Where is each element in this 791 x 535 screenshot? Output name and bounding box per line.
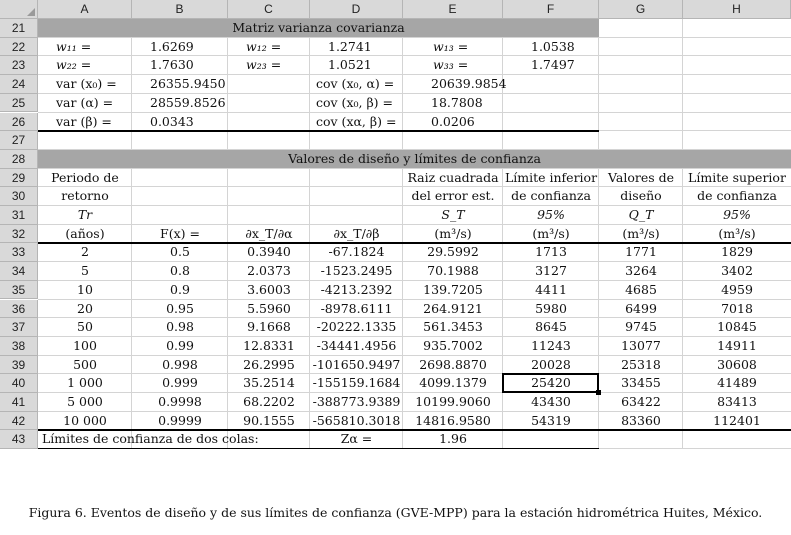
data-cell-c42[interactable]: 90.1555: [243, 412, 295, 428]
data-cell-d35[interactable]: -4213.2392: [320, 281, 393, 297]
data-cell-b40[interactable]: 0.999: [162, 375, 198, 391]
data-cell-g37[interactable]: 9745: [625, 319, 657, 335]
data-cell-e34[interactable]: 70.1988: [427, 263, 479, 279]
header-r30-f[interactable]: de confianza: [511, 188, 591, 204]
w12-value[interactable]: 1.2741: [328, 38, 372, 54]
data-cell-f40[interactable]: 25420: [531, 375, 571, 391]
header-r29-g[interactable]: Valores de: [607, 169, 674, 185]
data-cell-e37[interactable]: 561.3453: [423, 319, 483, 335]
header-r29-e[interactable]: Raiz cuadrada: [407, 169, 499, 185]
data-cell-a41[interactable]: 5 000: [67, 394, 103, 409]
row-header-42[interactable]: 42: [0, 412, 38, 431]
data-cell-d33[interactable]: -67.1824: [328, 244, 385, 260]
var-x0-label[interactable]: var (x₀) =: [56, 76, 117, 92]
header-r29-f[interactable]: Límite inferior: [504, 169, 598, 185]
data-cell-g34[interactable]: 3264: [625, 263, 657, 279]
column-header-c[interactable]: C: [228, 0, 310, 19]
row-header-34[interactable]: 34: [0, 262, 38, 281]
row-header-36[interactable]: 36: [0, 300, 38, 319]
data-cell-c35[interactable]: 3.6003: [247, 281, 291, 297]
column-header-g[interactable]: G: [599, 0, 683, 19]
matrix-title: Matriz varianza covarianza: [232, 20, 405, 35]
data-cell-d42[interactable]: -565810.3018: [312, 412, 401, 428]
w11-label[interactable]: w₁₁ =: [56, 38, 92, 54]
data-cell-h35[interactable]: 4959: [721, 281, 753, 297]
var-alpha-value[interactable]: 28559.8526: [150, 94, 226, 110]
row-header-27[interactable]: 27: [0, 131, 38, 150]
data-cell-g35[interactable]: 4685: [625, 281, 657, 297]
data-cell-c41[interactable]: 68.2202: [243, 394, 295, 409]
data-cell-d40[interactable]: -155159.1684: [312, 375, 401, 391]
data-cell-e42[interactable]: 14816.9580: [415, 412, 491, 428]
var-x0-value[interactable]: 26355.9450: [150, 76, 226, 92]
design-values-title: Valores de diseño y límites de confianza: [288, 150, 541, 166]
row-header-23[interactable]: 23: [0, 56, 38, 75]
data-cell-h37[interactable]: 10845: [717, 319, 757, 335]
data-cell-a37[interactable]: 50: [77, 319, 93, 335]
data-cell-d37[interactable]: -20222.1335: [316, 319, 397, 335]
w23-label[interactable]: w₂₃ =: [246, 57, 282, 73]
row-header-40[interactable]: 40: [0, 374, 38, 393]
data-cell-b42[interactable]: 0.9999: [158, 412, 202, 428]
data-cell-h34[interactable]: 3402: [721, 263, 753, 279]
footer-bottom-border: [38, 448, 599, 449]
header-r29-a[interactable]: Periodo de: [51, 169, 119, 185]
row-header-39[interactable]: 39: [0, 356, 38, 375]
data-cell-h38[interactable]: 14911: [717, 337, 757, 353]
cov-x0-beta-label[interactable]: cov (x₀, β) =: [316, 94, 393, 110]
data-cell-g40[interactable]: 33455: [621, 375, 661, 391]
column-header-e[interactable]: E: [403, 0, 503, 19]
w11-value[interactable]: 1.6269: [150, 38, 194, 54]
data-cell-g36[interactable]: 6499: [625, 300, 657, 316]
row-header-37[interactable]: 37: [0, 318, 38, 337]
data-cell-h39[interactable]: 30608: [717, 356, 757, 372]
w12-label[interactable]: w₁₂ =: [246, 38, 282, 54]
w13-value[interactable]: 1.0538: [531, 38, 575, 54]
select-all-corner[interactable]: [0, 0, 38, 19]
header-r30-g[interactable]: diseño: [620, 188, 662, 204]
row-header-21[interactable]: 21: [0, 19, 38, 38]
data-cell-a35[interactable]: 10: [77, 281, 93, 297]
header-r32-h[interactable]: (m³/s): [718, 225, 756, 241]
header-r31-f[interactable]: 95%: [537, 207, 565, 222]
data-cell-f33[interactable]: 1713: [535, 244, 567, 260]
column-header-b[interactable]: B: [132, 0, 228, 19]
data-cell-h36[interactable]: 7018: [721, 300, 753, 316]
data-cell-d36[interactable]: -8978.6111: [320, 300, 393, 316]
footer-label[interactable]: Límites de confianza de dos colas:: [42, 431, 259, 447]
header-r31-a[interactable]: Tr: [77, 207, 93, 222]
cov-x0-alpha-label[interactable]: cov (x₀, α) =: [316, 76, 395, 92]
data-cell-a40[interactable]: 1 000: [67, 375, 103, 391]
column-header-h[interactable]: H: [683, 0, 791, 19]
header-r32-a[interactable]: (años): [65, 225, 105, 241]
data-cell-c40[interactable]: 35.2514: [243, 375, 295, 391]
data-cell-g39[interactable]: 25318: [621, 356, 661, 372]
row-header-33[interactable]: 33: [0, 243, 38, 262]
z-alpha-value[interactable]: 1.96: [439, 431, 467, 447]
data-cell-c37[interactable]: 9.1668: [247, 319, 291, 335]
column-header-d[interactable]: D: [310, 0, 403, 19]
header-r30-h[interactable]: de confianza: [697, 188, 777, 204]
data-cell-f37[interactable]: 8645: [535, 319, 567, 335]
data-cell-h42[interactable]: 112401: [713, 412, 761, 428]
data-cell-f39[interactable]: 20028: [531, 356, 571, 372]
data-cell-b35[interactable]: 0.9: [170, 281, 190, 297]
w22-value[interactable]: 1.7630: [150, 57, 194, 73]
fill-handle[interactable]: [596, 390, 601, 395]
data-cell-g42[interactable]: 83360: [621, 412, 661, 428]
data-cell-b39[interactable]: 0.998: [162, 356, 198, 372]
data-cell-e35[interactable]: 139.7205: [423, 281, 483, 297]
data-cell-c38[interactable]: 12.8331: [243, 337, 295, 353]
data-cell-b36[interactable]: 0.95: [166, 300, 194, 316]
var-beta-label[interactable]: var (β) =: [56, 113, 112, 129]
w13-label[interactable]: w₁₃ =: [433, 38, 469, 54]
data-cell-e38[interactable]: 935.7002: [423, 337, 483, 353]
data-cell-a42[interactable]: 10 000: [63, 412, 107, 428]
cov-x0-alpha-value[interactable]: 20639.9854: [431, 76, 507, 92]
data-cell-f35[interactable]: 4411: [535, 281, 567, 297]
data-cell-a39[interactable]: 500: [73, 356, 97, 372]
row-header-41[interactable]: 41: [0, 393, 38, 412]
row-header-31[interactable]: 31: [0, 206, 38, 225]
data-cell-g38[interactable]: 13077: [621, 337, 661, 353]
data-cell-a33[interactable]: 2: [81, 244, 89, 260]
column-header-f[interactable]: F: [503, 0, 599, 19]
w23-value[interactable]: 1.0521: [328, 57, 372, 73]
data-cell-g33[interactable]: 1771: [625, 244, 657, 260]
data-cell-b34[interactable]: 0.8: [170, 263, 190, 279]
header-r32-c[interactable]: ∂x_T/∂α: [245, 225, 293, 241]
data-cell-c34[interactable]: 2.0373: [247, 263, 291, 279]
data-cell-h40[interactable]: 41489: [717, 375, 757, 391]
cov-x0-beta-value[interactable]: 18.7808: [431, 94, 483, 110]
row-header-29[interactable]: 29: [0, 169, 38, 188]
data-cell-b33[interactable]: 0.5: [170, 244, 190, 260]
row-header-35[interactable]: 35: [0, 281, 38, 300]
header-r32-e[interactable]: (m³/s): [434, 225, 472, 241]
data-cell-f42[interactable]: 54319: [531, 412, 571, 428]
z-alpha-label[interactable]: Zα =: [340, 431, 373, 447]
row-header-22[interactable]: 22: [0, 38, 38, 57]
data-cell-d39[interactable]: -101650.9497: [312, 356, 401, 372]
data-cell-e33[interactable]: 29.5992: [427, 244, 479, 260]
data-cell-a36[interactable]: 20: [77, 300, 93, 316]
figure-caption: Figura 6. Eventos de diseño y de sus límites de confianza (GVE-MPP) para la estación hidrométrica Huites, México.: [28, 505, 763, 520]
data-cell-a38[interactable]: 100: [73, 337, 97, 353]
cov-xalpha-beta-value[interactable]: 0.0206: [431, 113, 475, 129]
matrix-bottom-border: [38, 130, 599, 132]
header-r29-h[interactable]: Límite superior: [688, 169, 786, 185]
header-r30-a[interactable]: retorno: [61, 188, 109, 204]
data-cell-e39[interactable]: 2698.8870: [419, 356, 487, 372]
data-cell-b37[interactable]: 0.98: [166, 319, 194, 335]
header-r32-f[interactable]: (m³/s): [532, 225, 570, 241]
data-cell-e41[interactable]: 10199.9060: [415, 394, 491, 409]
data-cell-e36[interactable]: 264.9121: [423, 300, 483, 316]
data-cell-b38[interactable]: 0.99: [166, 337, 194, 353]
data-cell-c39[interactable]: 26.2995: [243, 356, 295, 372]
row-header-28[interactable]: 28: [0, 150, 38, 169]
selected-cell-outline[interactable]: [502, 373, 599, 393]
var-alpha-label[interactable]: var (α) =: [56, 94, 114, 110]
data-cell-d41[interactable]: -388773.9389: [312, 394, 401, 409]
header-r31-g[interactable]: Q_T: [628, 207, 654, 222]
data-cell-c36[interactable]: 5.5960: [247, 300, 291, 316]
header-r32-b[interactable]: F(x) =: [160, 225, 200, 241]
data-cell-g41[interactable]: 63422: [621, 394, 661, 409]
column-header-a[interactable]: A: [38, 0, 132, 19]
data-cell-f38[interactable]: 11243: [531, 337, 571, 353]
row-header-32[interactable]: 32: [0, 225, 38, 244]
row-header-25[interactable]: 25: [0, 94, 38, 113]
w33-value[interactable]: 1.7497: [531, 57, 575, 73]
cov-xalpha-beta-label[interactable]: cov (xα, β) =: [316, 113, 397, 129]
header-r32-g[interactable]: (m³/s): [622, 225, 660, 241]
data-cell-a34[interactable]: 5: [81, 263, 89, 279]
row-header-38[interactable]: 38: [0, 337, 38, 356]
data-cell-e40[interactable]: 4099.1379: [419, 375, 487, 391]
data-cell-d34[interactable]: -1523.2495: [320, 263, 393, 279]
row-header-26[interactable]: 26: [0, 113, 38, 132]
w33-label[interactable]: w₃₃ =: [433, 57, 469, 73]
data-cell-d38[interactable]: -34441.4956: [316, 337, 397, 353]
data-cell-h41[interactable]: 83413: [717, 394, 757, 409]
data-cell-f36[interactable]: 5980: [535, 300, 567, 316]
data-cell-b41[interactable]: 0.9998: [158, 394, 202, 409]
header-r31-h[interactable]: 95%: [723, 207, 751, 222]
row-header-30[interactable]: 30: [0, 187, 38, 206]
row-header-43[interactable]: 43: [0, 430, 38, 449]
data-cell-c33[interactable]: 0.3940: [247, 244, 291, 260]
row-header-24[interactable]: 24: [0, 75, 38, 94]
data-cell-f34[interactable]: 3127: [535, 263, 567, 279]
w22-label[interactable]: w₂₂ =: [56, 57, 92, 73]
data-cell-f41[interactable]: 43430: [531, 394, 571, 409]
var-beta-value[interactable]: 0.0343: [150, 113, 194, 129]
header-r30-e[interactable]: del error est.: [411, 188, 495, 204]
header-r31-e[interactable]: S_T: [441, 207, 465, 222]
header-r32-d[interactable]: ∂x_T/∂β: [333, 225, 380, 241]
data-cell-h33[interactable]: 1829: [721, 244, 753, 260]
